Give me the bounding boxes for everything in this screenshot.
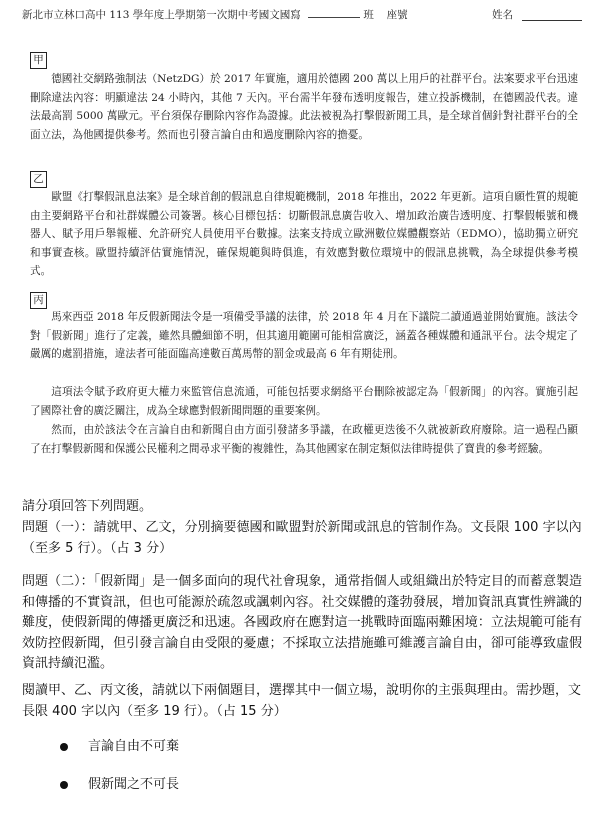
passage-label-bing: 丙 (30, 292, 47, 309)
passage-bing-paragraph-3: 然而，由於該法令在言論自由和新聞自由方面引發諸多爭議，在政權更迭後不久就被新政府廢除。這一過程凸顯了在打擊假新聞和保護公民權利之間尋求平衡的複雜性，為其他國家在制定類似法律時提供了寶貴的參考經驗。 (30, 424, 578, 455)
question-2-prompt: 閱讀甲、乙、丙文後，請就以下兩個題目，選擇其中一個立場，說明你的主張與理由。需抄題，文長限 400 字以內（至多 19 行）。（占 15 分） (22, 683, 582, 719)
option-label-2: 假新聞之不可長 (88, 777, 180, 792)
passage-bing-paragraph-2: 這項法令賦予政府更大權力來監管信息流通，可能包括要求網絡平台刪除被認定為「假新聞」的內容。實施引起了國際社會的廣泛關注，成為全球應對假新聞問題的重要案例。 (30, 386, 578, 417)
seat-label: 座號 (386, 9, 408, 21)
question-2-context: 問題（二）：「假新聞」是一個多面向的現代社會現象，通常指個人或組織出於特定目的而蓄意製造和傳播的不實資訊，但也可能源於疏忽或諷刺內容。社交媒體的蓬勃發展，增加資訊真實性辨識的難度，使假新聞的傳播更廣泛和迅速。各國政府在應對這一挑戰時面臨兩難困境：立法規範可能有效防控假新聞，但引發言論自由受限的憂慮；不採取立法措施雖可維護言論自由，卻可能導致虛假資訊持續氾濫。 (22, 574, 582, 671)
exam-header (22, 6, 582, 24)
passage-jia-paragraph: 德國社交網路強制法（NetzDG）於 2017 年實施，適用於德國 200 萬以上用戶的社群平台。法案要求平台迅速刪除違法內容：明顯違法 24 小時內，其他 7 天內。平台需半年發布透明度報告，建立投訴機制，在德國設代表。違法最高罰 5000 萬歐元。平台須保存刪除內容作為證據。此法被視為打擊假新聞工具，是全球首個針對社群平台的全面立法，為他國提供參考。然而也引發言論自由和過度刪除內容的擔憂。 (30, 73, 578, 141)
exam-title: 新北市立林口高中 113 學年度上學期第一次期中考國文國寫 (22, 9, 301, 21)
name-blank (522, 20, 582, 21)
bullet-dot-icon (60, 743, 68, 751)
passage-label-yi: 乙 (30, 171, 47, 188)
instruction-text: 請分項回答下列問題。 (22, 499, 153, 514)
name-label: 姓名 (492, 9, 513, 21)
bullet-dot-icon (60, 781, 68, 789)
option-label-1: 言論自由不可棄 (88, 739, 180, 754)
passage-bing-paragraph-1: 馬來西亞 2018 年反假新聞法令是一項備受爭議的法律，於 2018 年 4 月在下議院二讀通過並開始實施。該法令對「假新聞」進行了定義，雖然具體細節不明，但其適用範圍可能相當廣泛，涵蓋各種媒體和通訊平台。法令規定了嚴厲的處罰措施，違法者可能面臨高達數百萬馬幣的罰金或最高 6 年有期徒刑。 (30, 311, 578, 361)
question-1: 問題（一）：請就甲、乙文，分別摘要德國和歐盟對於新聞或訊息的管制作為。文長限 100 字以內（至多 5 行）。（占 3 分） (22, 520, 582, 556)
passage-yi-paragraph: 歐盟《打擊假訊息法案》是全球首創的假訊息自律規範機制，2018 年推出，2022 年更新。這項自願性質的規範由主要網路平台和社群媒體公司簽署。核心目標包括：切斷假訊息廣告收入、增加政治廣告透明度、打擊假帳號和機器人、賦予用戶舉報權、允許研究人員使用平台數據。法案支持成立歐洲數位媒體觀察站（EDMO），協助獨立研究和事實查核。歐盟持續評估實施情況，確保規範與時俱進，有效應對數位環境中的假訊息挑戰，為全球提供參考模式。 (30, 191, 578, 278)
passage-label-jia: 甲 (30, 52, 47, 69)
class-blank (308, 17, 360, 18)
class-label: 班 (363, 9, 374, 21)
